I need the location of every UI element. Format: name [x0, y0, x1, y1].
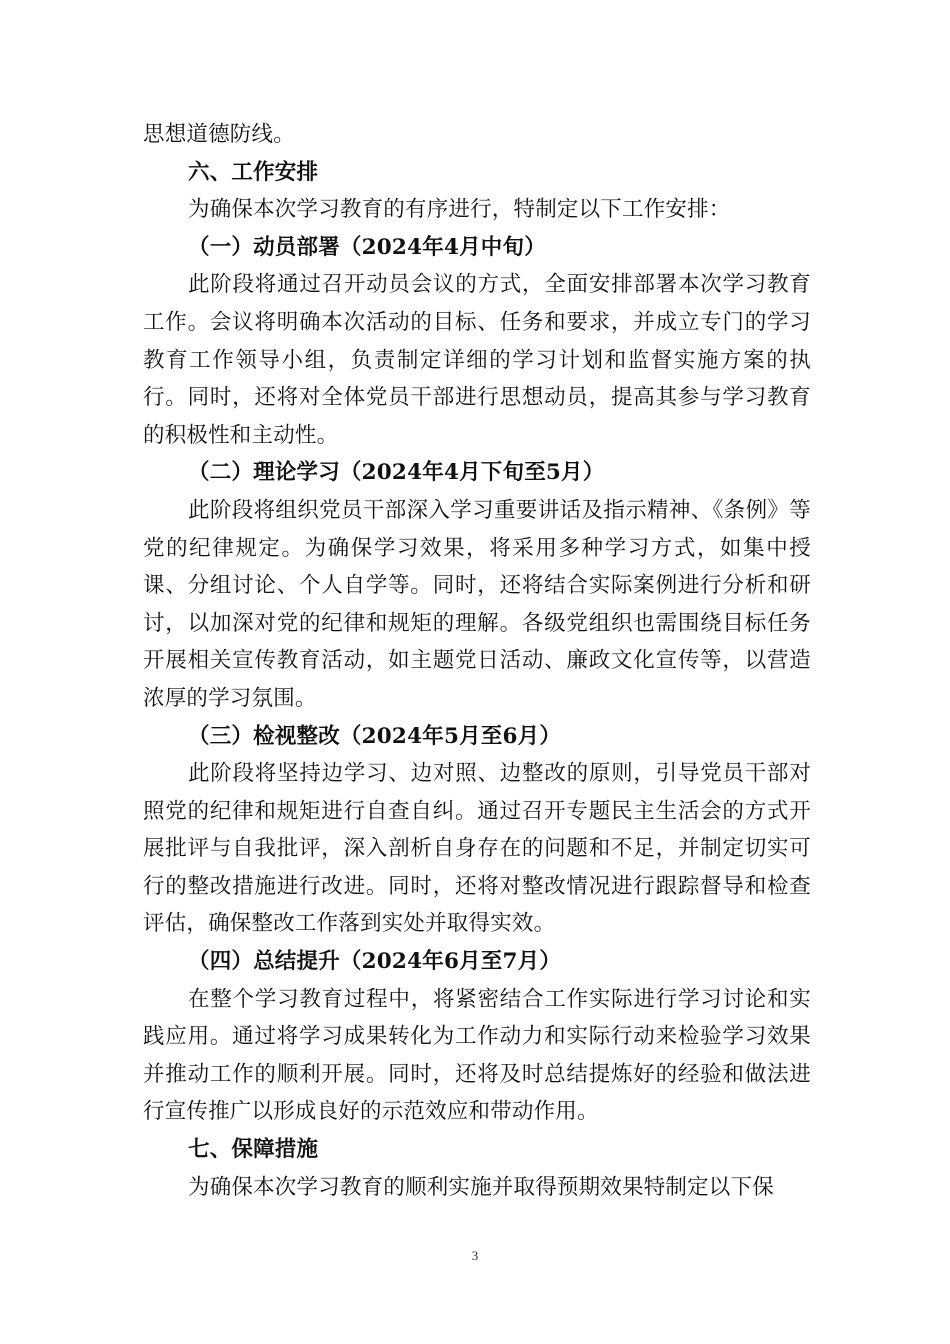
section-heading-safeguards: 七、保障措施 — [188, 1137, 319, 1163]
paragraph-mobilization: 此阶段将通过召开动员会议的方式，全面安排部署本次学习教育工作。会议将明确本次活动的目标、任务和要求，并成立专门的学习教育工作领导小组，负责制定详细的学习计划和监督实施方案的执行。同时，还将对全体党员干部进行思想动员，提高其参与学习教育的积极性和主动性。 — [143, 272, 811, 448]
paragraph-safeguards-intro: 为确保本次学习教育的顺利实施并取得预期效果特制定以下保 — [188, 1174, 774, 1200]
subheading-inspection-rectification: （三）检视整改（2024年5月至6月） — [188, 723, 562, 749]
section-heading-work-arrangement: 六、工作安排 — [188, 159, 319, 185]
document-body — [143, 116, 811, 1206]
page-number: 3 — [471, 1248, 479, 1263]
subheading-summary: （四）总结提升（2024年6月至7月） — [188, 949, 562, 975]
paragraph-intro-arrangement: 为确保本次学习教育的有序进行，特制定以下工作安排： — [188, 197, 731, 223]
paragraph-summary: 在整个学习教育过程中，将紧密结合工作实际进行学习讨论和实践应用。通过将学习成果转化为工作动力和实际行动来检验学习效果并推动工作的顺利开展。同时，还将及时总结提炼好的经验和做法进行宣传推广以形成良好的示范效应和带动作用。 — [143, 986, 811, 1125]
paragraph-inspection-rectification: 此阶段将坚持边学习、边对照、边整改的原则，引导党员干部对照党的纪律和规矩进行自查自纠。通过召开专题民主生活会的方式开展批评与自我批评，深入剖析自身存在的问题和不足，并制定切实可行的整改措施进行改进。同时，还将对整改情况进行跟踪督导和检查评估，确保整改工作落到实处并取得实效。 — [143, 761, 811, 937]
subheading-theory-study: （二）理论学习（2024年4月下旬至5月） — [188, 460, 605, 486]
paragraph-continuation: 思想道德防线。 — [143, 122, 295, 147]
paragraph-theory-study: 此阶段将组织党员干部深入学习重要讲话及指示精神、《条例》等党的纪律规定。为确保学习效果，将采用多种学习方式，如集中授课、分组讨论、个人自学等。同时，还将结合实际案例进行分析和研讨，以加深对党的纪律和规矩的理解。各级党组织也需围绕目标任务开展相关宣传教育活动，如主题党日活动、廉政文化宣传等，以营造浓厚的学习氛围。 — [143, 497, 811, 711]
subheading-mobilization: （一）动员部署（2024年4月中旬） — [188, 234, 546, 260]
